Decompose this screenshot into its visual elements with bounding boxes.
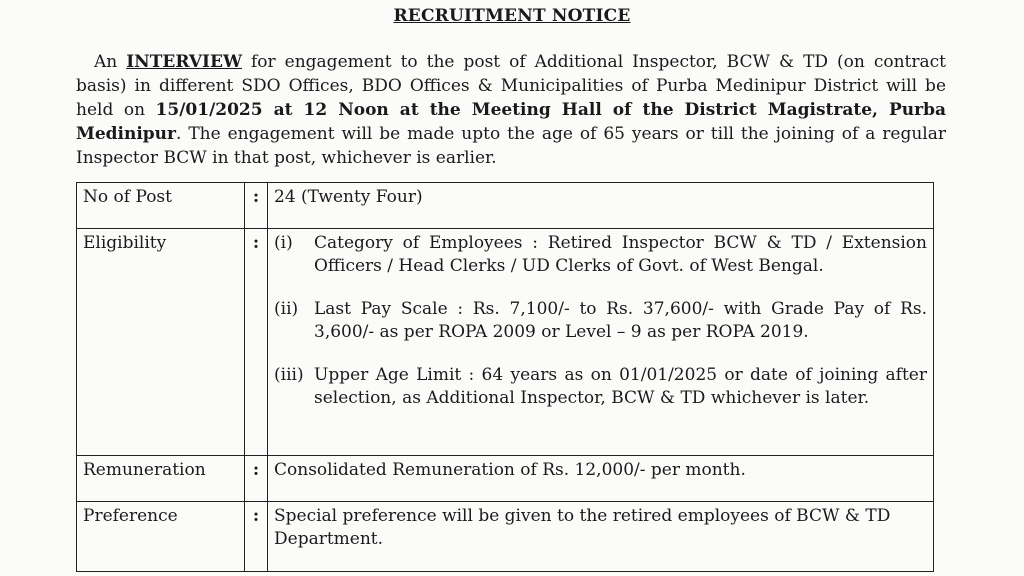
- row-colon: :: [245, 183, 268, 229]
- row-value: 24 (Twenty Four): [268, 183, 934, 229]
- intro-paragraph: [76, 50, 946, 170]
- item-number: (i): [274, 233, 293, 253]
- row-colon: :: [245, 229, 268, 456]
- table-row: [77, 456, 934, 502]
- row-label: No of Post: [77, 183, 245, 229]
- interview-date-venue: 15/01/2025 at 12 Noon at the Meeting Hall of the District Magistrate, Purba Medinipur: [76, 100, 946, 144]
- list-item: [274, 364, 927, 410]
- list-item: [274, 298, 927, 344]
- item-text: Category of Employees : Retired Inspector BCW & TD / Extension Officers / Head Clerks / UD Clerks of Govt. of West Bengal.: [314, 233, 927, 276]
- item-text: Upper Age Limit : 64 years as on 01/01/2025 or date of joining after selection, as Additional Inspector, BCW & TD whichever is later.: [314, 365, 927, 408]
- item-number: (iii): [274, 365, 304, 385]
- notice-title: RECRUITMENT NOTICE: [393, 6, 631, 26]
- item-number: (ii): [274, 299, 299, 319]
- row-label: Remuneration: [77, 456, 245, 502]
- row-value: Consolidated Remuneration of Rs. 12,000/- per month.: [268, 456, 934, 502]
- eligibility-list: [268, 229, 934, 456]
- intro-text-start: An: [94, 52, 127, 72]
- row-colon: :: [245, 456, 268, 502]
- list-item: [274, 232, 927, 278]
- interview-keyword: INTERVIEW: [126, 52, 243, 72]
- row-label: Eligibility: [77, 229, 245, 456]
- row-value: Special preference will be given to the retired employees of BCW & TD Department.: [268, 502, 934, 572]
- details-table: [76, 182, 934, 572]
- table-row: [77, 183, 934, 229]
- table-row: [77, 502, 934, 572]
- intro-text-middle: for engagement to the post of Additional Inspector, BCW & TD (on contract basis) in different SDO Offices, BDO Offices & Municipalities of Purba Medinipur District will be held on: [76, 52, 946, 120]
- table-row: [77, 229, 934, 456]
- row-label: Preference: [77, 502, 245, 572]
- item-text: Last Pay Scale : Rs. 7,100/- to Rs. 37,600/- with Grade Pay of Rs. 3,600/- as per ROPA 2009 or Level – 9 as per ROPA 2019.: [314, 299, 927, 342]
- row-colon: :: [245, 502, 268, 572]
- intro-text-end: . The engagement will be made upto the age of 65 years or till the joining of a regular Inspector BCW in that post, whichever is earlier.: [76, 124, 946, 168]
